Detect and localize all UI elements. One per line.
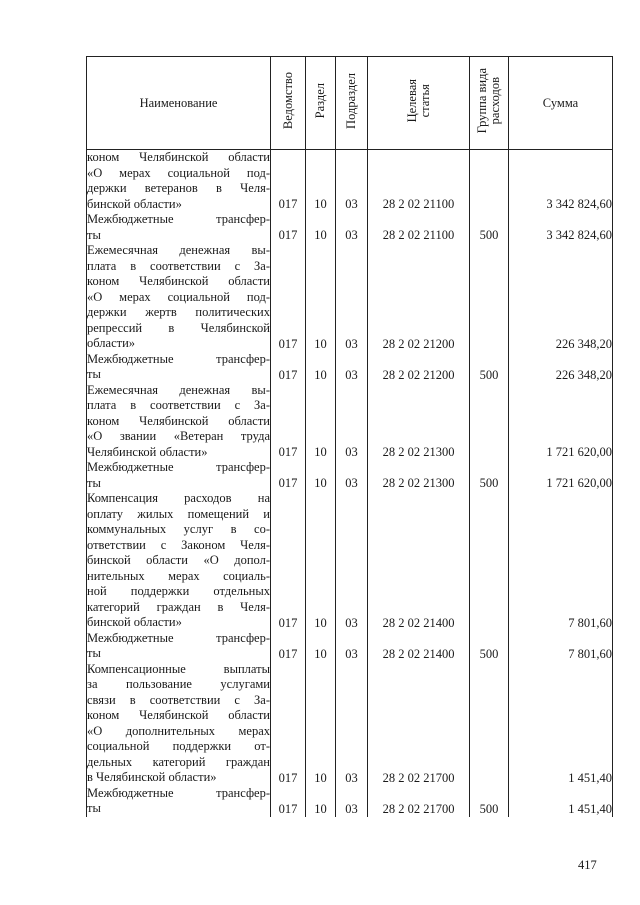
table-row <box>87 631 613 662</box>
row-section: 10 <box>306 352 336 383</box>
header-subsection: Подраздел <box>336 57 368 150</box>
row-name-line: Ежемесячная денежная вы- <box>87 243 270 257</box>
table-row <box>87 150 613 213</box>
row-expense-group: 500 <box>470 352 509 383</box>
row-name-line: ты <box>87 227 101 242</box>
row-name-line: оплату жилых помещений и <box>87 506 270 521</box>
row-name-line: Межбюджетные трансфер- <box>87 212 270 226</box>
row-target-article: 28 2 02 21100 <box>368 212 470 243</box>
row-target-article: 28 2 02 21200 <box>368 352 470 383</box>
header-section: Раздел <box>306 57 336 150</box>
row-expense-group <box>470 243 509 352</box>
row-name <box>87 243 271 352</box>
row-subsection: 03 <box>336 383 368 461</box>
row-name-line: Челябинской области» <box>87 444 208 459</box>
row-name-line: области» <box>87 336 136 350</box>
row-name <box>87 460 271 491</box>
row-subsection: 03 <box>336 491 368 631</box>
row-name-line: Межбюджетные трансфер- <box>87 351 270 366</box>
row-name-line: «О мерах социальной под- <box>87 165 270 180</box>
row-name-line: бинской области «О допол- <box>87 553 270 567</box>
row-department: 017 <box>271 243 306 352</box>
table-row <box>87 662 613 786</box>
row-name-line: ты <box>87 801 101 815</box>
row-section: 10 <box>306 631 336 662</box>
row-sum: 3 342 824,60 <box>509 212 613 243</box>
row-name-line: категорий граждан в Челя- <box>87 599 270 614</box>
table-row <box>87 352 613 383</box>
table-row <box>87 786 613 817</box>
row-expense-group <box>470 662 509 786</box>
row-name-line: ной поддержки отдельных <box>87 584 270 598</box>
row-target-article: 28 2 02 21700 <box>368 786 470 817</box>
row-department: 017 <box>271 491 306 631</box>
row-name-line: дельных категорий граждан <box>87 754 270 769</box>
row-sum: 1 721 620,00 <box>509 383 613 461</box>
row-sum: 7 801,60 <box>509 631 613 662</box>
row-name-line: держки жертв политических <box>87 305 270 319</box>
row-section: 10 <box>306 212 336 243</box>
table-row <box>87 243 613 352</box>
header-expense-group: Группа вида расходов <box>470 57 509 150</box>
row-department: 017 <box>271 383 306 461</box>
table-row <box>87 491 613 631</box>
row-sum: 226 348,20 <box>509 352 613 383</box>
row-section: 10 <box>306 786 336 817</box>
row-name <box>87 352 271 383</box>
row-target-article: 28 2 02 21400 <box>368 491 470 631</box>
row-subsection: 03 <box>336 786 368 817</box>
row-department: 017 <box>271 460 306 491</box>
row-name-line: «О звании «Ветеран труда <box>87 429 270 443</box>
row-name-line: бинской области» <box>87 615 182 629</box>
row-name-line: бинской области» <box>87 196 182 211</box>
row-subsection: 03 <box>336 662 368 786</box>
row-name-line: в Челябинской области» <box>87 770 217 784</box>
budget-table <box>86 56 613 817</box>
row-section: 10 <box>306 460 336 491</box>
row-subsection: 03 <box>336 212 368 243</box>
row-department: 017 <box>271 662 306 786</box>
row-name-line: ты <box>87 367 101 381</box>
row-name-line: Компенсация расходов на <box>87 491 270 505</box>
row-name-line: коммунальных услуг в со- <box>87 522 270 536</box>
row-section: 10 <box>306 150 336 213</box>
row-section: 10 <box>306 243 336 352</box>
row-target-article: 28 2 02 21700 <box>368 662 470 786</box>
table-header-row <box>87 57 613 150</box>
row-name-line: Межбюджетные трансфер- <box>87 785 270 800</box>
row-name <box>87 631 271 662</box>
row-name <box>87 383 271 461</box>
row-sum: 226 348,20 <box>509 243 613 352</box>
row-name-line: Межбюджетные трансфер- <box>87 630 270 645</box>
row-sum: 7 801,60 <box>509 491 613 631</box>
row-name-line: «О дополнительных мерах <box>87 723 270 738</box>
row-name-line: держки ветеранов в Челя- <box>87 181 270 195</box>
header-department: Ведомство <box>271 57 306 150</box>
row-name <box>87 150 271 213</box>
table-row <box>87 212 613 243</box>
row-sum: 1 451,40 <box>509 786 613 817</box>
row-name-line: Ежемесячная денежная вы- <box>87 382 270 397</box>
row-expense-group: 500 <box>470 212 509 243</box>
row-department: 017 <box>271 150 306 213</box>
row-name-line: ты <box>87 475 101 490</box>
row-section: 10 <box>306 383 336 461</box>
row-expense-group: 500 <box>470 460 509 491</box>
row-department: 017 <box>271 212 306 243</box>
header-name: Наименование <box>87 57 271 150</box>
row-name-line: коном Челябинской области <box>87 708 270 722</box>
table-row <box>87 383 613 461</box>
row-name-line: плата в соответствии с За- <box>87 398 270 412</box>
row-name-line: плата в соответствии с За- <box>87 258 270 273</box>
row-expense-group: 500 <box>470 631 509 662</box>
row-name-line: коном Челябинской области <box>87 274 270 288</box>
row-name <box>87 212 271 243</box>
row-target-article: 28 2 02 21400 <box>368 631 470 662</box>
header-target-article: Целевая статья <box>368 57 470 150</box>
row-target-article: 28 2 02 21300 <box>368 460 470 491</box>
row-name-line: Компенсационные выплаты <box>87 661 270 676</box>
row-section: 10 <box>306 662 336 786</box>
row-name <box>87 786 271 817</box>
row-name-line: социальной поддержки от- <box>87 739 270 753</box>
row-target-article: 28 2 02 21300 <box>368 383 470 461</box>
row-department: 017 <box>271 786 306 817</box>
row-subsection: 03 <box>336 352 368 383</box>
row-sum: 3 342 824,60 <box>509 150 613 213</box>
row-name-line: нительных мерах социаль- <box>87 568 270 583</box>
row-expense-group: 500 <box>470 786 509 817</box>
row-name-line: за пользование услугами <box>87 677 270 691</box>
row-name <box>87 662 271 786</box>
row-subsection: 03 <box>336 631 368 662</box>
row-sum: 1 451,40 <box>509 662 613 786</box>
row-name-line: репрессий в Челябинской <box>87 320 270 335</box>
row-name-line: коном Челябинской области <box>87 150 270 164</box>
row-name-line: коном Челябинской области <box>87 413 270 428</box>
row-section: 10 <box>306 491 336 631</box>
row-name <box>87 491 271 631</box>
table-row <box>87 460 613 491</box>
row-sum: 1 721 620,00 <box>509 460 613 491</box>
row-target-article: 28 2 02 21100 <box>368 150 470 213</box>
row-name-line: «О мерах социальной под- <box>87 289 270 304</box>
row-department: 017 <box>271 352 306 383</box>
row-department: 017 <box>271 631 306 662</box>
row-expense-group <box>470 150 509 213</box>
row-subsection: 03 <box>336 243 368 352</box>
row-name-line: ты <box>87 646 101 660</box>
row-name-line: связи в соответствии с За- <box>87 692 270 707</box>
row-expense-group <box>470 491 509 631</box>
header-sum: Сумма <box>509 57 613 150</box>
row-target-article: 28 2 02 21200 <box>368 243 470 352</box>
row-subsection: 03 <box>336 150 368 213</box>
row-name-line: Межбюджетные трансфер- <box>87 460 270 474</box>
row-name-line: ответствии с Законом Челя- <box>87 537 270 552</box>
table-body <box>87 150 613 817</box>
page-number: 417 <box>578 858 597 872</box>
row-expense-group <box>470 383 509 461</box>
row-subsection: 03 <box>336 460 368 491</box>
